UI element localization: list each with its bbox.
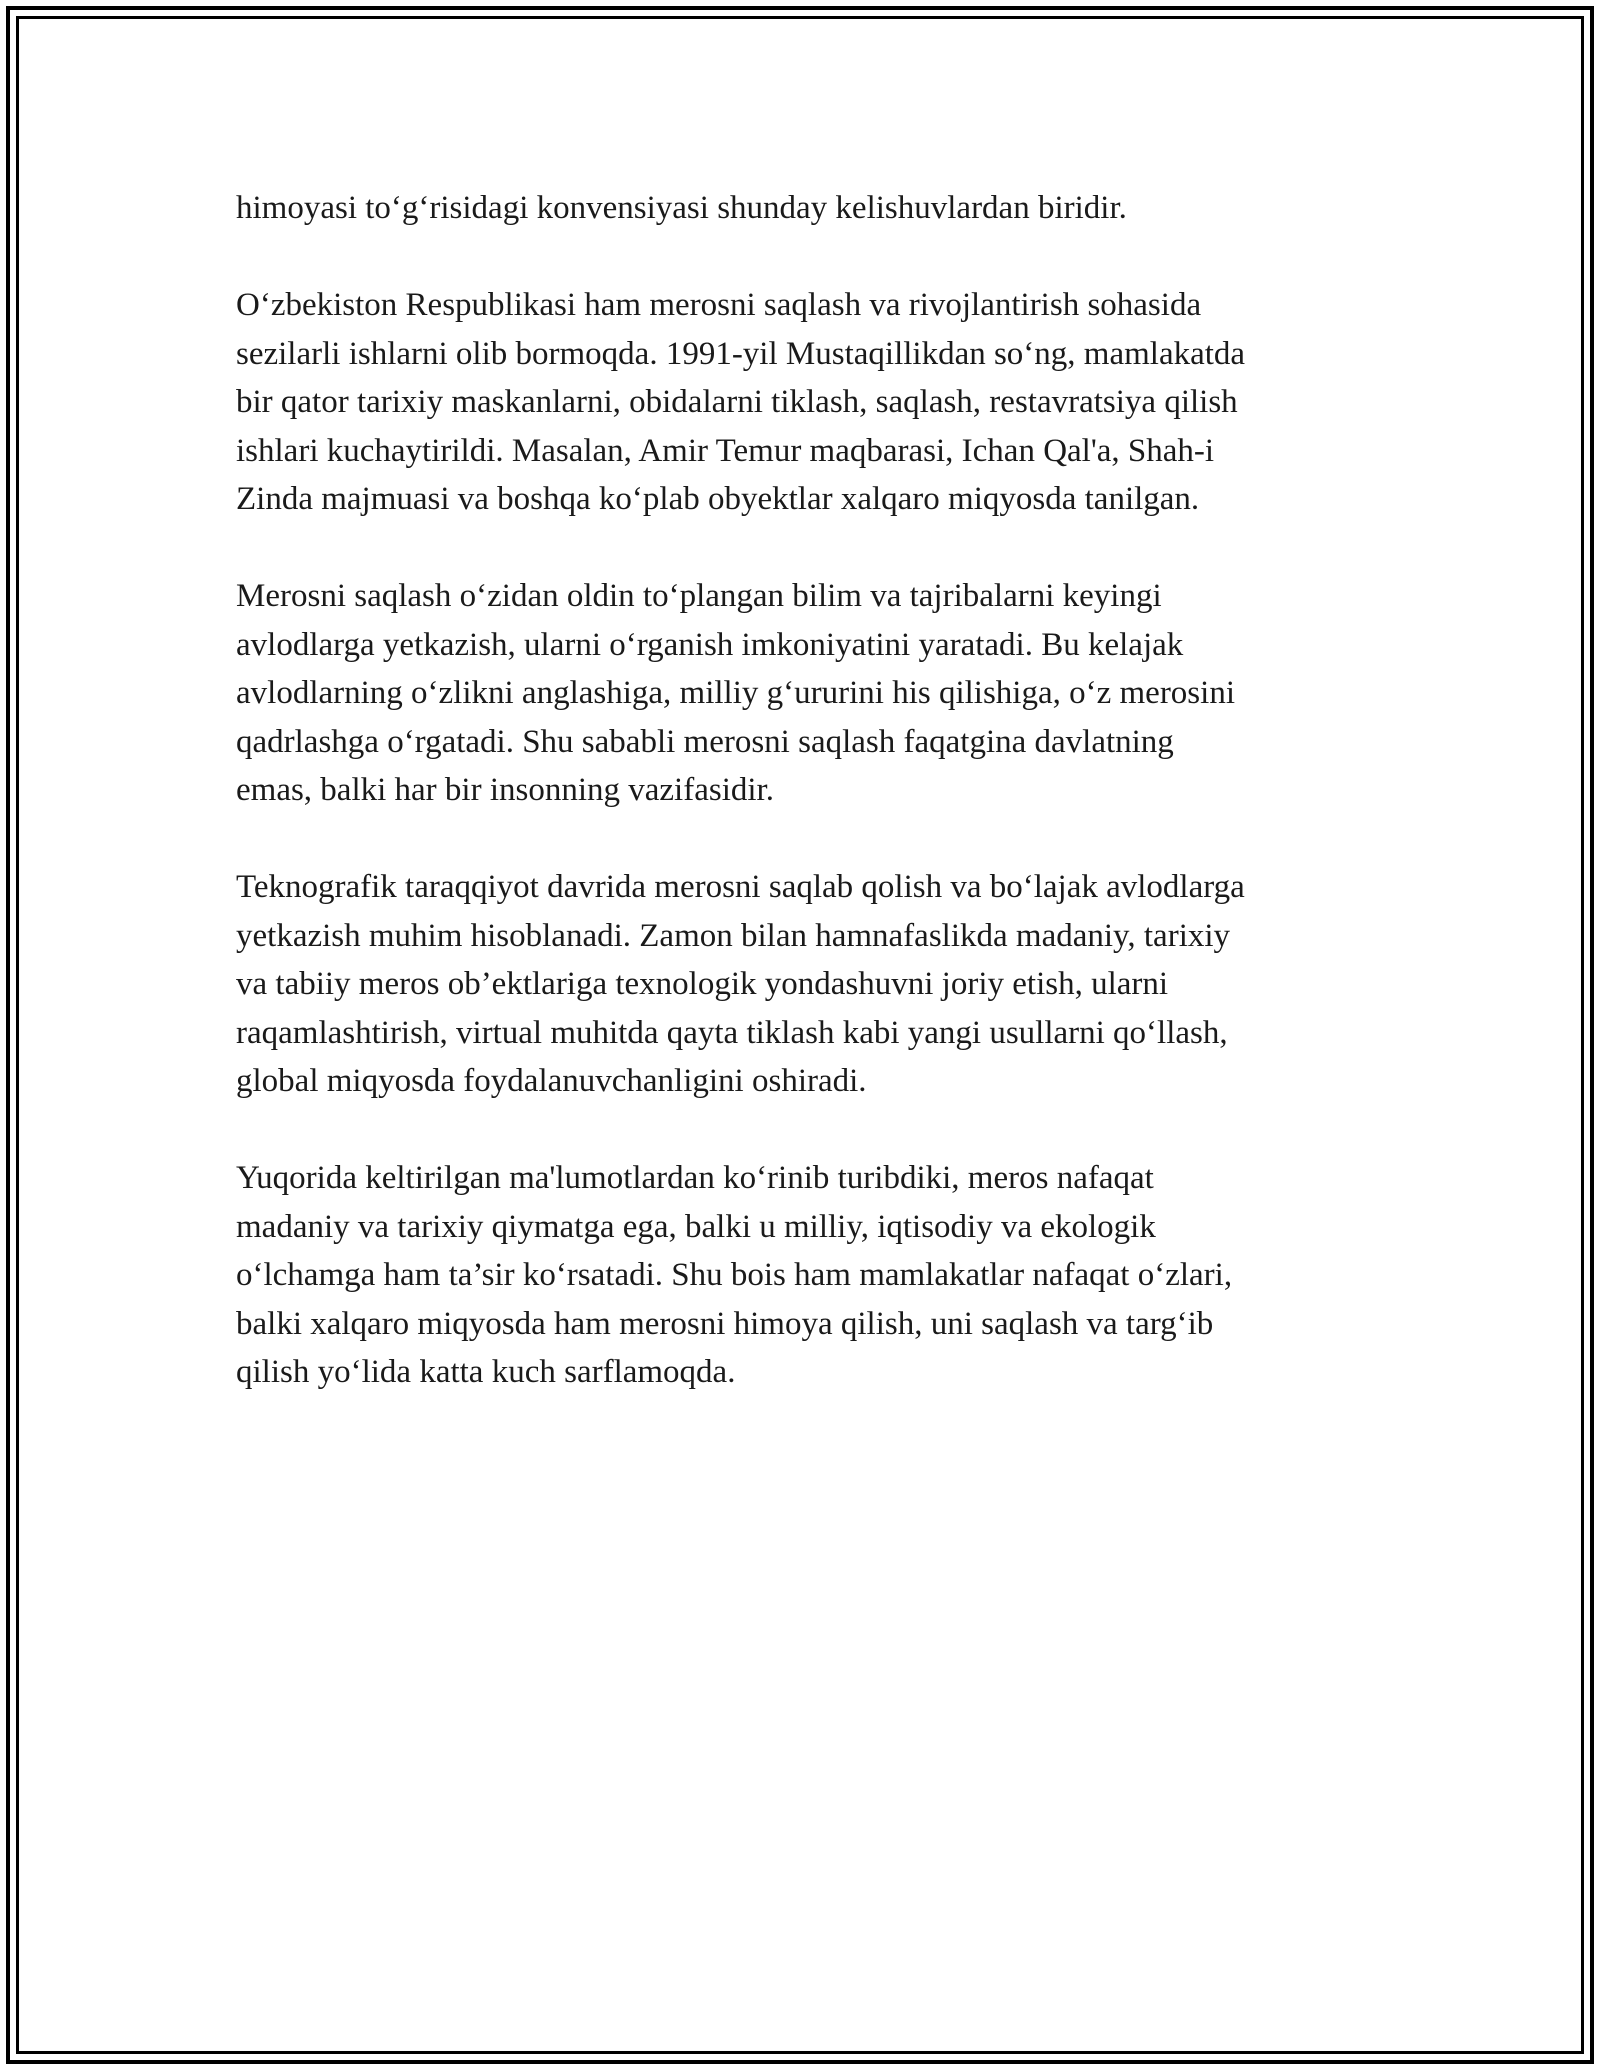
document-body <box>236 184 1366 1445</box>
text-line: balki xalqaro miqyosda ham merosni himoya qilish, uni saqlash va targ‘ib <box>236 1305 1214 1342</box>
text-line: ishlari kuchaytirildi. Masalan, Amir Temur maqbarasi, Ichan Qal'a, Shah-i <box>236 432 1215 469</box>
text-line: o‘lchamga ham ta’sir ko‘rsatadi. Shu bois ham mamlakatlar nafaqat o‘zlari, <box>236 1257 1233 1293</box>
text-line: sezilarli ishlarni olib bormoqda. 1991-yil Mustaqillikdan so‘ng, mamlakatda <box>236 335 1246 372</box>
text-line: O‘zbekiston Respublikasi ham merosni saqlash va rivojlantirish sohasida <box>236 287 1202 323</box>
text-line: Teknografik taraqqiyot davrida merosni saqlab qolish va bo‘lajak avlodlarga <box>236 869 1245 905</box>
text-line: va tabiiy meros ob’ektlariga texnologik yondashuvni joriy etish, ularni <box>236 966 1169 1002</box>
text-line: Zinda majmuasi va boshqa ko‘plab obyektlar xalqaro miqyosda tanilgan. <box>236 481 1200 517</box>
text-line: avlodlarga yetkazish, ularni o‘rganish imkoniyatini yaratadi. Bu kelajak <box>236 626 1184 663</box>
text-line: emas, balki har bir insonning vazifasidir. <box>236 772 774 808</box>
text-line: Yuqorida keltirilgan ma'lumotlardan ko‘rinib turibdiki, meros nafaqat <box>236 1160 1154 1196</box>
text-line: yetkazish muhim hisoblanadi. Zamon bilan hamnafaslikda madaniy, tarixiy <box>236 917 1231 954</box>
paragraph-3 <box>236 572 1366 815</box>
text-line: Merosni saqlash o‘zidan oldin to‘plangan bilim va tajribalarni keyingi <box>236 578 1162 614</box>
text-line: qadrlashga o‘rgatadi. Shu sababli merosni saqlash faqatgina davlatning <box>236 723 1174 760</box>
text-line: avlodlarning o‘zlikni anglashiga, milliy g‘ururini his qilishiga, o‘z merosini <box>236 675 1235 711</box>
paragraph-4 <box>236 863 1366 1106</box>
text-line: himoyasi to‘g‘risidagi konvensiyasi shunday kelishuvlardan biridir. <box>236 190 1127 226</box>
text-line: madaniy va tarixiy qiymatga ega, balki u milliy, iqtisodiy va ekologik <box>236 1208 1156 1245</box>
paragraph-5 <box>236 1154 1366 1397</box>
text-line: qilish yo‘lida katta kuch sarflamoqda. <box>236 1354 736 1390</box>
paragraph-2 <box>236 281 1366 524</box>
text-line: global miqyosda foydalanuvchanligini oshiradi. <box>236 1063 867 1099</box>
text-line: bir qator tarixiy maskanlarni, obidalarni tiklash, saqlash, restavratsiya qilish <box>236 384 1238 420</box>
paragraph-1 <box>236 184 1366 233</box>
text-line: raqamlashtirish, virtual muhitda qayta tiklash kabi yangi usullarni qo‘llash, <box>236 1014 1228 1051</box>
